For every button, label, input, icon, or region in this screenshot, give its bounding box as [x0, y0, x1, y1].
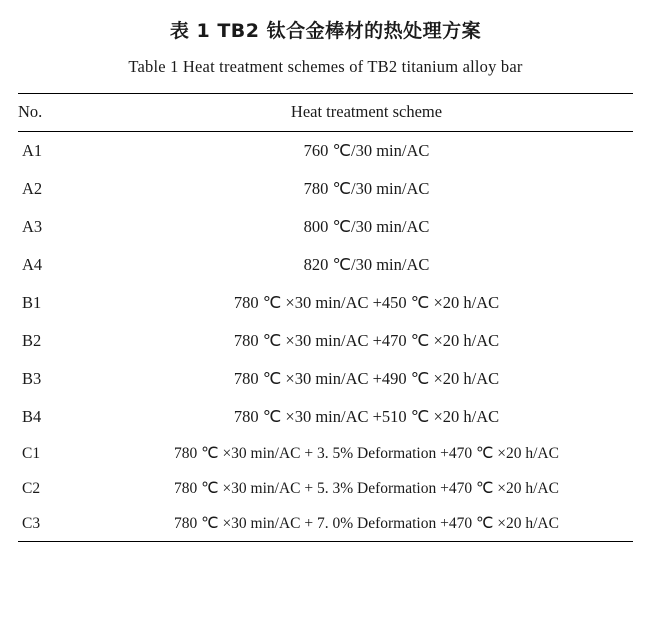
- cell-no: B2: [22, 331, 42, 350]
- cell-no: A1: [22, 141, 43, 160]
- cell-scheme: 780 ℃ ×30 min/AC + 5. 3% Deformation +470 ℃ ×20 h/AC: [174, 480, 559, 497]
- column-header-no: No.: [18, 94, 100, 132]
- table-row: [18, 436, 633, 471]
- cell-no: C2: [22, 479, 41, 497]
- table-row: [18, 506, 633, 542]
- cell-scheme: 760 ℃/30 min/AC: [303, 141, 430, 160]
- table-row: [18, 246, 633, 284]
- table-row: [18, 132, 633, 171]
- cell-no: C1: [22, 444, 41, 462]
- cell-scheme: 820 ℃/30 min/AC: [303, 255, 430, 274]
- cell-scheme: 780 ℃ ×30 min/AC +510 ℃ ×20 h/AC: [233, 407, 500, 426]
- table-title-english: Table 1 Heat treatment schemes of TB2 titanium alloy bar: [128, 57, 523, 76]
- table-body: [18, 132, 633, 542]
- column-header-scheme: Heat treatment scheme: [100, 94, 633, 132]
- cell-no: A2: [22, 179, 43, 198]
- heat-treatment-table: [18, 93, 633, 542]
- cell-scheme: 780 ℃ ×30 min/AC + 3. 5% Deformation +470 ℃ ×20 h/AC: [174, 445, 559, 462]
- table-row: [18, 471, 633, 506]
- table-row: [18, 170, 633, 208]
- cell-scheme: 780 ℃ ×30 min/AC +470 ℃ ×20 h/AC: [233, 331, 500, 350]
- table-header: [18, 94, 633, 132]
- table-row: [18, 208, 633, 246]
- cell-no: B4: [22, 407, 42, 426]
- table-row: [18, 398, 633, 436]
- cell-no: B3: [22, 369, 42, 388]
- cell-no: C3: [18, 506, 100, 542]
- cell-scheme: 800 ℃/30 min/AC: [303, 217, 430, 236]
- cell-scheme: 780 ℃ ×30 min/AC +450 ℃ ×20 h/AC: [233, 293, 500, 312]
- cell-no: A3: [22, 217, 43, 236]
- cell-scheme: 780 ℃/30 min/AC: [303, 179, 430, 198]
- table-row: [18, 284, 633, 322]
- cell-scheme: 780 ℃ ×30 min/AC +490 ℃ ×20 h/AC: [233, 369, 500, 388]
- cell-scheme: 780 ℃ ×30 min/AC + 7. 0% Deformation +470 ℃ ×20 h/AC: [100, 506, 633, 542]
- table-row: [18, 360, 633, 398]
- table-title-chinese: 表 1 TB2 钛合金棒材的热处理方案: [169, 20, 482, 42]
- cell-no: A4: [22, 255, 43, 274]
- table-row: [18, 322, 633, 360]
- cell-no: B1: [22, 293, 42, 312]
